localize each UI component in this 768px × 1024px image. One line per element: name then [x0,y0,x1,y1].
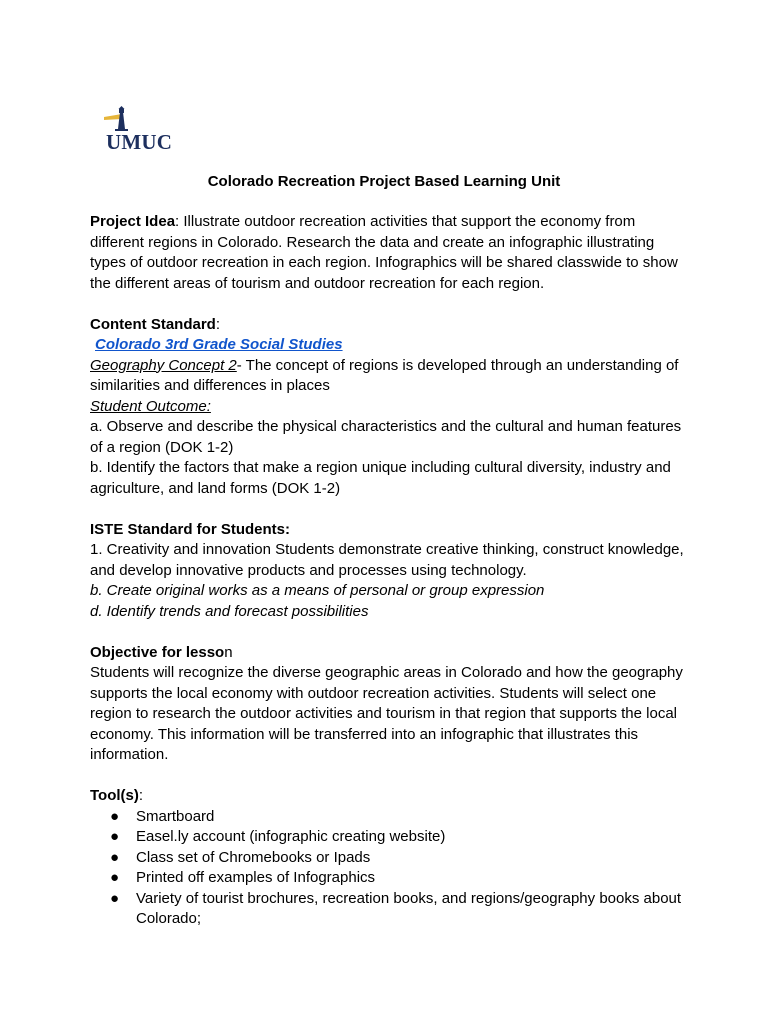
list-item-text: Easel.ly account (infographic creating website) [136,828,446,845]
list-item [90,807,690,828]
outcome-a: a. Observe and describe the physical characteristics and the cultural and human features of a region (DOK 1-2) [90,418,682,456]
outcome-b: b. Identify the factors that make a region unique including cultural diversity, industry and agriculture, and land forms (DOK 1-2) [90,459,671,497]
list-item-text: Class set of Chromebooks or Ipads [136,848,371,866]
content-standard-colon: : [215,315,221,333]
logo-text: UMUC [106,130,173,154]
list-item [90,827,690,848]
objective-heading [90,643,690,664]
list-item-text: Smartboard [136,807,215,825]
bullet-icon: ● [110,848,120,866]
tools-list [90,807,690,930]
objective-label: Objective for lesso [90,643,225,661]
tools-label: Tool(s) [90,787,139,804]
geography-concept-label: Geography Concept 2 [90,356,237,374]
list-item [90,848,690,869]
objective-label-end: n [224,643,233,661]
bullet-icon: ● [110,807,120,825]
project-idea-label: Project Idea [90,213,176,230]
social-studies-link[interactable]: Colorado 3rd Grade Social Studies [95,336,343,353]
content-standard-label: Content Standard [90,315,216,333]
list-item [90,889,690,930]
bullet-icon: ● [110,828,120,845]
project-idea-text: : Illustrate outdoor recreation activities that support the economy from different regions in Colorado. Research the data and create an infographic illustrating types of outdoor recreation in each region. Infographics will be shared classwide to show the different areas of tourism and outdoor recreation for each region. [90,213,678,292]
document-title: Colorado Recreation Project Based Learning Unit [207,173,561,190]
bullet-icon: ● [110,869,120,886]
project-idea-paragraph [90,212,690,294]
iste-item-1: 1. Creativity and innovation Students demonstrate creative thinking, construct knowledge, and develop innovative products and processes using technology. [90,541,684,579]
list-item-text: Variety of tourist brochures, recreation books, and regions/geography books about Colorado; [136,889,682,927]
tools-colon: : [138,787,144,804]
list-item [90,868,690,889]
iste-item-d: d. Identify trends and forecast possibilities [90,602,369,620]
bullet-icon: ● [110,889,120,907]
iste-item-b: b. Create original works as a means of personal or group expression [90,582,545,599]
geography-concept [90,356,690,397]
document-body [90,212,690,930]
lighthouse-icon [104,106,144,132]
tools-heading [90,786,690,807]
content-standard-heading [90,315,690,336]
objective-text: Students will recognize the diverse geographic areas in Colorado and how the geography supports the local economy with outdoor recreation activities. Students will select one region to research the outdoor activities and tourism in that region that supports the local economy. This information will be transferred into an infographic that illustrates this information. [90,664,683,763]
list-item-text: Printed off examples of Infographics [136,869,376,886]
student-outcome-label: Student Outcome: [90,397,211,415]
geography-concept-text: - The concept of regions is developed through an understanding of similarities and differences in places [90,356,679,394]
umuc-logo [104,106,176,154]
iste-heading: ISTE Standard for Students: [90,520,291,538]
